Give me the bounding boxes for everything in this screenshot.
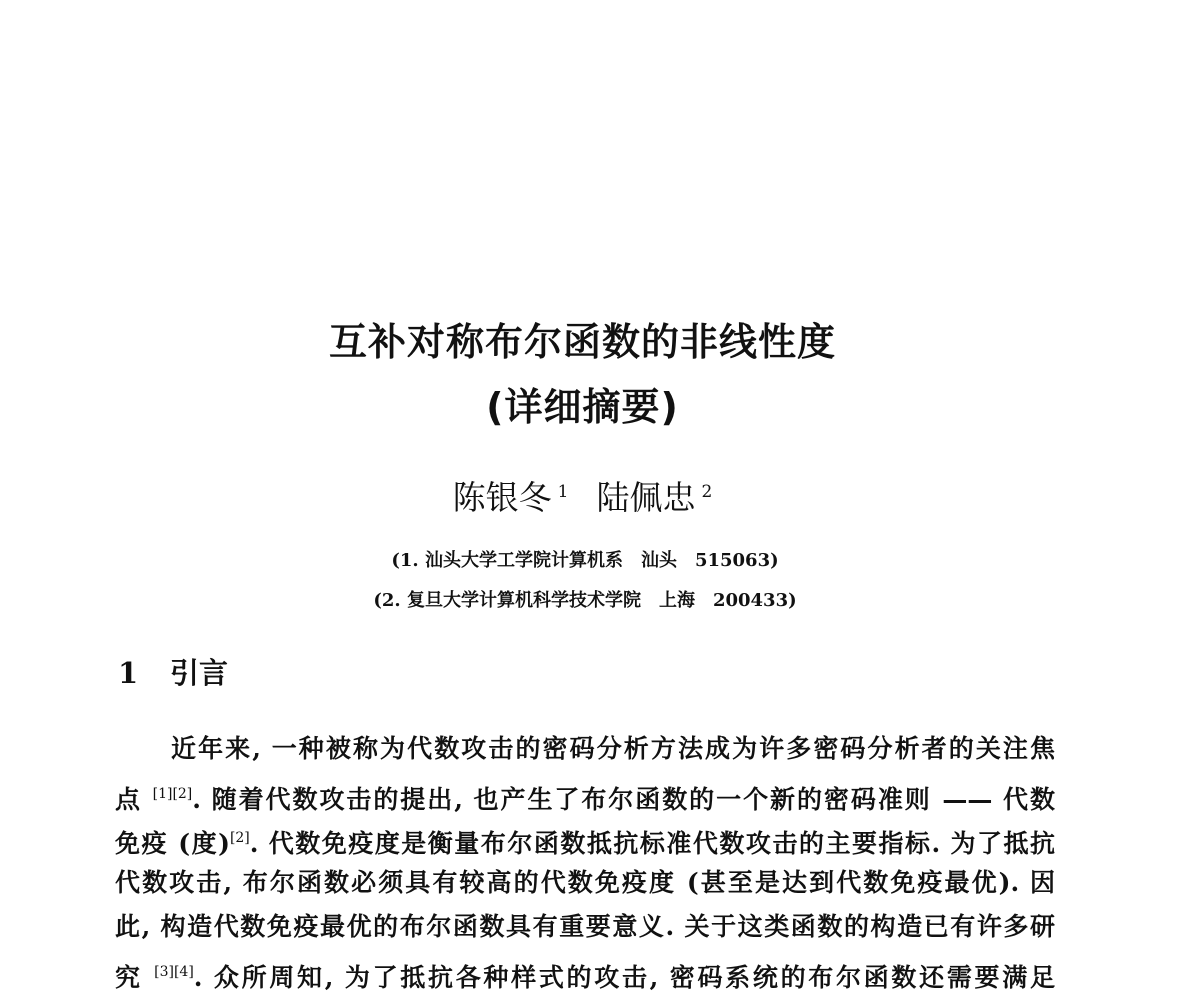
text-line: 此, 构造代数免疫最优的布尔函数具有重要意义. 关于这类函数的构造已有许多研	[115, 912, 1055, 941]
paper-subtitle: (详细摘要)	[486, 385, 679, 429]
text-line: 究 [3][4]. 众所周知, 为了抵抗各种样式的攻击, 密码系统的布尔函数还需要满足	[115, 962, 1055, 992]
affiliation: (1. 汕头大学工学院计算机系 汕头 515063)	[391, 550, 779, 571]
affiliation: (2. 复旦大学计算机科学技术学院 上海 200433)	[373, 590, 797, 611]
section-heading	[118, 656, 228, 691]
paper-title: 互补对称布尔函数的非线性度	[328, 320, 836, 364]
text-line: 代数攻击, 布尔函数必须具有较高的代数免疫度 (甚至是达到代数免疫最优). 因	[115, 867, 1055, 897]
author-name: 陈银冬	[452, 478, 552, 517]
citation[interactable]: [2]	[229, 830, 250, 846]
author-affiliation-mark: 1	[557, 482, 569, 502]
author-affiliation-mark: 2	[701, 482, 713, 502]
body-paragraph	[115, 727, 1055, 994]
author-name: 陆佩忠	[596, 478, 696, 517]
author-list	[0, 478, 1165, 518]
citation[interactable]: [1][2]	[152, 785, 193, 802]
text-line: 免疫 (度)[2]. 代数免疫度是衡量布尔函数抵抗标准代数攻击的主要指标. 为了抵抗	[115, 829, 1055, 858]
text-line: 点 [1][2]. 随着代数攻击的提出, 也产生了布尔函数的一个新的密码准则 —— 代数	[115, 784, 1055, 814]
section-number: 1	[118, 656, 139, 690]
citation[interactable]: [3][4]	[154, 963, 194, 980]
text-line: 近年来, 一种被称为代数攻击的密码分析方法成为许多密码分析者的关注焦	[171, 734, 1055, 763]
section-title: 引言	[170, 656, 229, 690]
